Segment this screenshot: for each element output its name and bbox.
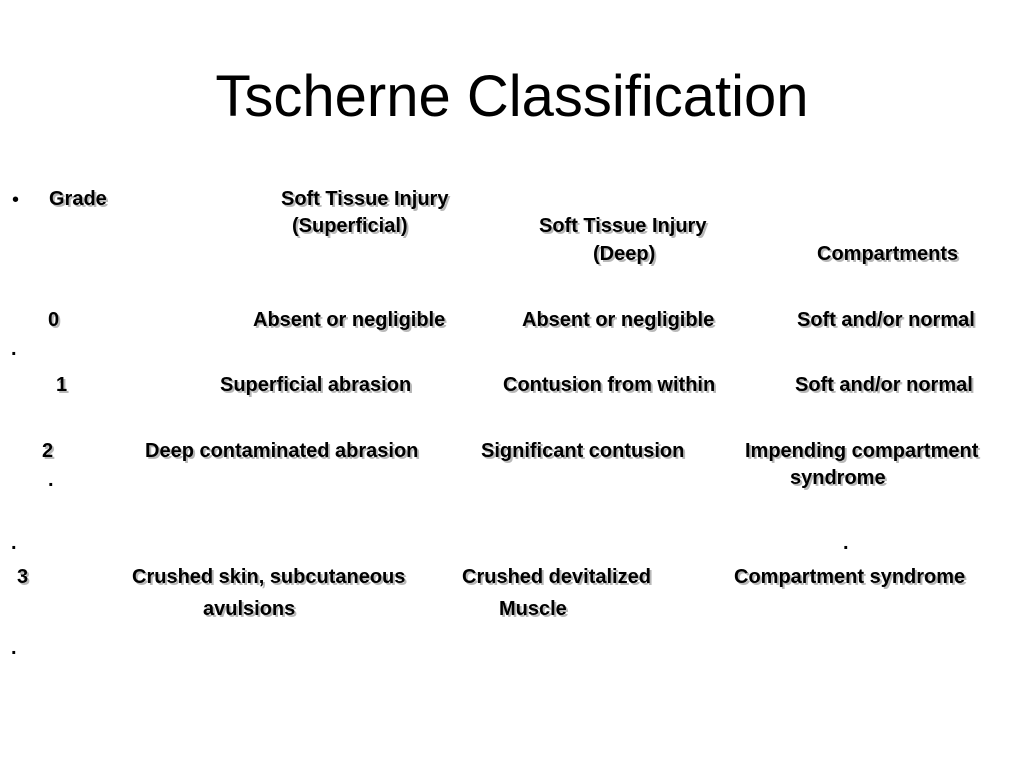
row-0-deep: Absent or negligible (522, 309, 715, 331)
header-deep-line2: (Deep) (593, 243, 656, 265)
row-2-grade: 2 (42, 440, 54, 462)
row-3-deep-line1: Crushed devitalized (462, 566, 651, 588)
row-1-compartments: Soft and/or normal (795, 374, 973, 396)
row-3-superficial-line1: Crushed skin, subcutaneous (132, 566, 406, 588)
row-3-grade: 3 (17, 566, 29, 588)
separator-dot: . (11, 637, 17, 659)
row-1-deep: Contusion from within (503, 374, 716, 396)
row-0-compartments: Soft and/or normal (797, 309, 975, 331)
bullet-icon: • (12, 189, 20, 211)
separator-dot: . (48, 469, 54, 491)
row-1-grade: 1 (56, 374, 68, 396)
row-2-deep: Significant contusion (481, 440, 685, 462)
row-3-superficial-line2: avulsions (203, 598, 296, 620)
header-grade: Grade (49, 188, 107, 210)
row-2-superficial: Deep contaminated abrasion (145, 440, 419, 462)
separator-dot: . (11, 338, 17, 360)
header-deep-line1: Soft Tissue Injury (539, 215, 707, 237)
header-superficial-line1: Soft Tissue Injury (281, 188, 449, 210)
row-0-grade: 0 (48, 309, 60, 331)
row-2-compartments-line1: Impending compartment (745, 440, 979, 462)
slide-title: Tscherne Classification (215, 64, 809, 129)
header-compartments: Compartments (817, 243, 959, 265)
row-2-compartments-line2: syndrome (790, 467, 886, 489)
row-1-superficial: Superficial abrasion (220, 374, 412, 396)
row-0-superficial: Absent or negligible (253, 309, 446, 331)
row-3-compartments: Compartment syndrome (734, 566, 966, 588)
separator-dot: . (843, 532, 849, 554)
separator-dot: . (11, 532, 17, 554)
row-3-deep-line2: Muscle (499, 598, 567, 620)
header-superficial-line2: (Superficial) (292, 215, 408, 237)
